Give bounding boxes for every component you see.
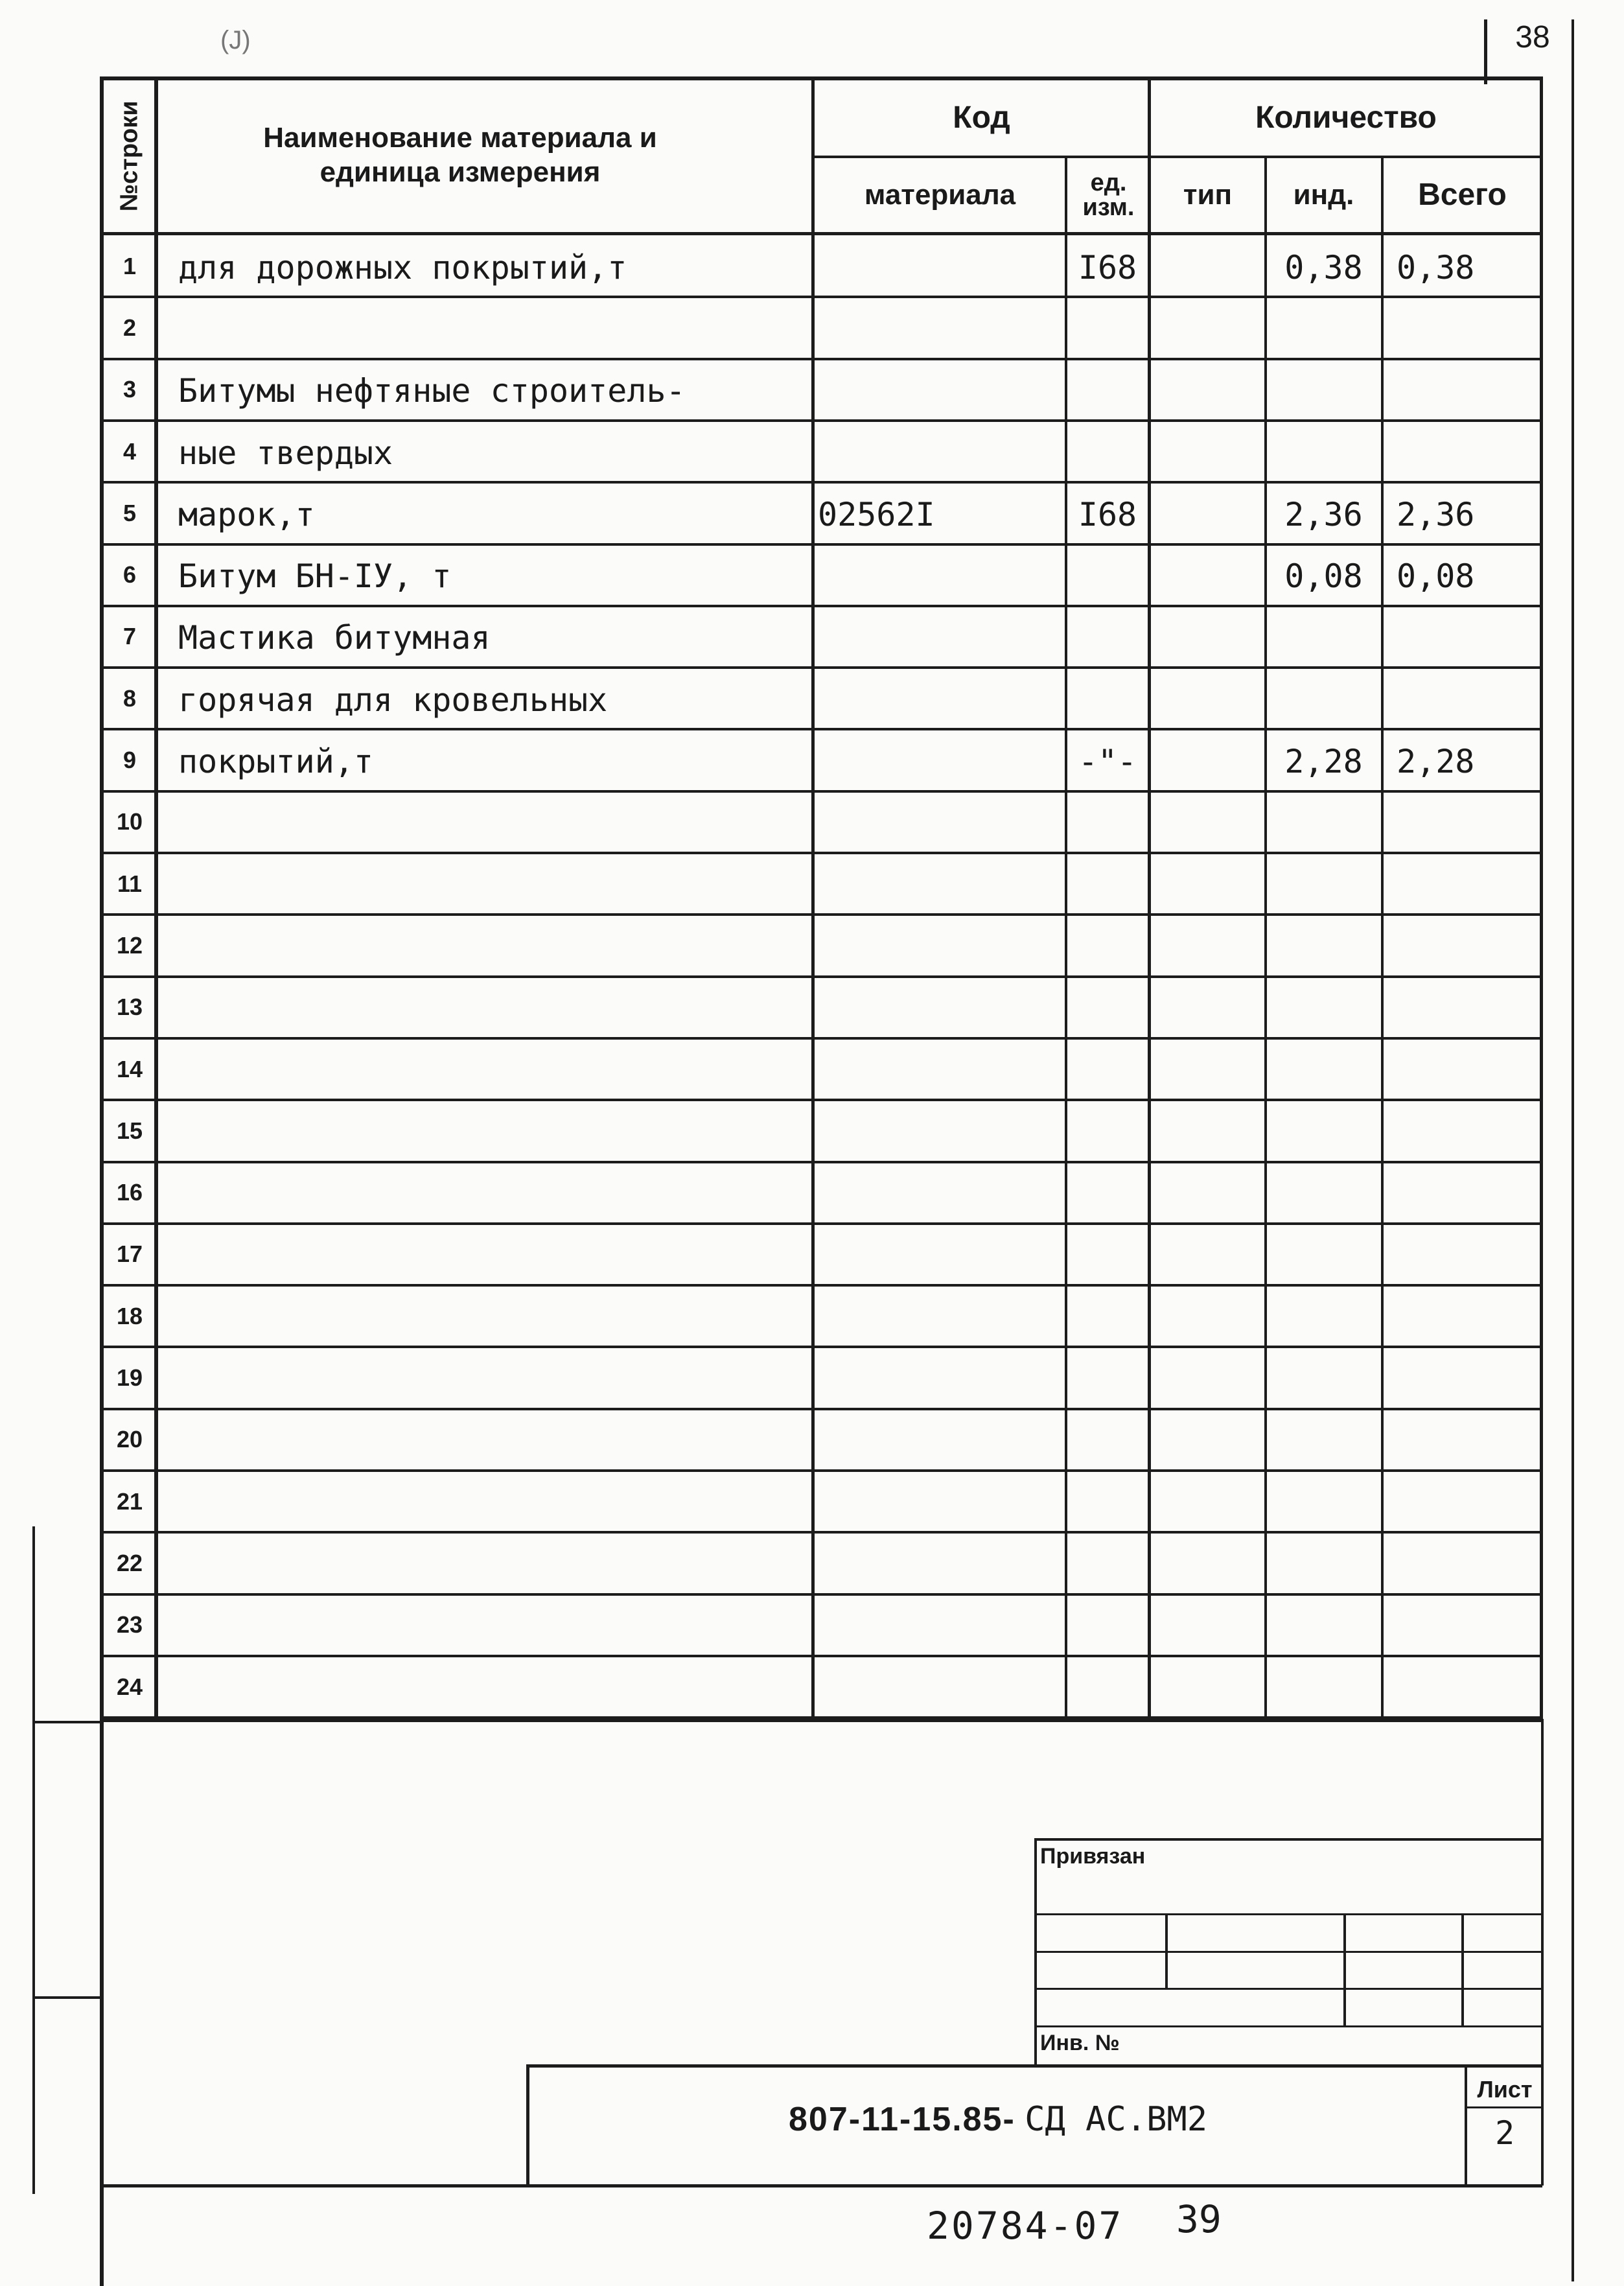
row-name [178, 1288, 807, 1347]
row-number: 6 [122, 561, 137, 589]
row-qty-ind [1267, 1597, 1380, 1656]
row-qty-type [1151, 1473, 1264, 1532]
row-qty-total [1397, 1041, 1554, 1100]
row-name [178, 1597, 807, 1656]
code-material-header: материала [864, 178, 1016, 211]
column-divider [154, 76, 158, 1721]
row-number: 3 [122, 376, 137, 403]
row-qty-total [1397, 423, 1554, 482]
row-name [178, 299, 807, 358]
row-material-code [818, 1597, 1064, 1656]
row-number: 5 [122, 499, 137, 526]
row-divider [100, 1408, 1542, 1410]
row-qty-total [1397, 299, 1554, 358]
row-material-code [818, 1349, 1064, 1408]
row-name [178, 917, 807, 976]
row-divider [100, 1099, 1542, 1101]
row-qty-type [1151, 732, 1264, 791]
row-unit-code [1068, 1412, 1147, 1471]
row-unit-code [1068, 1535, 1147, 1594]
row-material-code [818, 917, 1064, 976]
row-number: 8 [122, 684, 137, 712]
row-qty-total [1397, 1349, 1554, 1408]
row-number: 21 [116, 1487, 143, 1515]
row-number: 7 [122, 623, 137, 650]
qty-ind-header: инд. [1293, 178, 1354, 211]
row-divider [100, 1593, 1542, 1596]
row-qty-type [1151, 917, 1264, 976]
row-divider [100, 481, 1542, 484]
row-divider [100, 666, 1542, 669]
row-divider [100, 358, 1542, 360]
qty-total-header: Всего [1418, 178, 1507, 213]
row-name [178, 1349, 807, 1408]
row-unit-code [1068, 299, 1147, 358]
row-qty-ind [1267, 917, 1380, 976]
bottom-note-right: 39 [1176, 2197, 1222, 2241]
document-code: 807-11-15.85- СД АС.ВМ2 [788, 2100, 1208, 2139]
row-unit-code [1068, 1226, 1147, 1285]
row-qty-total [1397, 1165, 1554, 1224]
row-qty-total [1397, 1597, 1554, 1656]
row-qty-total [1397, 1102, 1554, 1161]
column-divider [811, 76, 815, 1721]
row-divider [100, 296, 1542, 298]
row-name [178, 1226, 807, 1285]
row-name: для дорожных покрытий,т [178, 248, 627, 286]
row-number: 14 [116, 1055, 143, 1082]
row-unit-code [1068, 917, 1147, 976]
quantity-group-header: Количество [1255, 100, 1437, 135]
row-number: 13 [116, 994, 143, 1021]
row-number: 1 [122, 252, 137, 279]
top-left-mark: (J) [220, 26, 251, 54]
row-qty-ind [1267, 423, 1380, 482]
row-number: 17 [116, 1241, 143, 1268]
row-number: 19 [116, 1364, 143, 1392]
row-qty-ind [1267, 979, 1380, 1038]
row-unit-code [1068, 1659, 1147, 1718]
row-divider [100, 1222, 1542, 1225]
row-qty-type [1151, 299, 1264, 358]
row-divider [100, 790, 1542, 793]
row-qty-type [1151, 238, 1264, 297]
row-qty-total: 2,36 [1397, 495, 1475, 533]
row-unit-code: -"- [1078, 743, 1137, 781]
row-unit-code [1068, 979, 1147, 1038]
row-divider [100, 1161, 1542, 1163]
row-qty-type [1151, 856, 1264, 915]
row-qty-ind: 0,08 [1284, 557, 1363, 596]
row-unit-code [1068, 547, 1147, 606]
row-qty-total: 2,28 [1397, 743, 1475, 781]
row-qty-ind [1267, 856, 1380, 915]
row-qty-total [1397, 609, 1554, 668]
row-divider [100, 913, 1542, 916]
row-name: покрытий,т [178, 743, 374, 781]
row-name [178, 1412, 807, 1471]
tied-label: Привязан [1040, 1844, 1146, 1869]
row-qty-ind: 2,28 [1284, 743, 1363, 781]
row-name: Битумы нефтяные строитель- [178, 372, 686, 410]
row-qty-ind: 2,36 [1284, 495, 1363, 533]
row-qty-type [1151, 1102, 1264, 1161]
row-qty-type [1151, 1288, 1264, 1347]
sheet-number: 38 [1515, 20, 1550, 54]
row-qty-type [1151, 794, 1264, 853]
row-qty-type [1151, 1349, 1264, 1408]
row-material-code: 02562I [818, 495, 935, 533]
row-material-code [818, 423, 1064, 482]
row-qty-ind [1267, 1041, 1380, 1100]
column-divider [1264, 158, 1267, 1721]
row-qty-total [1397, 979, 1554, 1038]
row-qty-total [1397, 1226, 1554, 1285]
row-qty-type [1151, 1041, 1264, 1100]
row-qty-type [1151, 1412, 1264, 1471]
row-name [178, 1535, 807, 1594]
row-material-code [818, 1659, 1064, 1718]
row-material-code [818, 979, 1064, 1038]
row-qty-type [1151, 1165, 1264, 1224]
row-qty-type [1151, 1535, 1264, 1594]
row-unit-code [1068, 1349, 1147, 1408]
row-qty-ind [1267, 1535, 1380, 1594]
row-divider [100, 605, 1542, 607]
row-number: 12 [116, 931, 143, 959]
row-material-code [818, 1288, 1064, 1347]
row-qty-type [1151, 609, 1264, 668]
row-qty-ind [1267, 1473, 1380, 1532]
row-material-code [818, 732, 1064, 791]
row-qty-total [1397, 670, 1554, 729]
row-qty-ind: 0,38 [1284, 248, 1363, 286]
row-qty-type [1151, 423, 1264, 482]
row-qty-ind [1267, 1659, 1380, 1718]
row-qty-total [1397, 362, 1554, 421]
row-number: 4 [122, 437, 137, 465]
row-unit-code [1068, 1041, 1147, 1100]
row-name: марок,т [178, 495, 315, 533]
row-number: 11 [117, 870, 143, 897]
row-name [178, 856, 807, 915]
row-material-code [818, 1226, 1064, 1285]
row-name: Мастика битумная [178, 619, 491, 657]
row-qty-type [1151, 362, 1264, 421]
row-name: горячая для кровельных [178, 681, 608, 719]
column-divider [1540, 76, 1543, 1721]
inv-label: Инв. № [1040, 2031, 1120, 2055]
row-qty-total [1397, 1288, 1554, 1347]
row-number: 22 [116, 1549, 143, 1576]
row-unit-code [1068, 423, 1147, 482]
column-divider [1148, 76, 1151, 1721]
row-qty-total: 0,38 [1397, 248, 1475, 286]
row-material-code [818, 362, 1064, 421]
row-unit-code [1068, 856, 1147, 915]
row-unit-code: I68 [1078, 495, 1137, 533]
row-qty-type [1151, 979, 1264, 1038]
row-qty-type [1151, 1659, 1264, 1718]
row-number: 18 [116, 1302, 143, 1329]
row-qty-total [1397, 1535, 1554, 1594]
row-qty-ind [1267, 1412, 1380, 1471]
row-divider [100, 1037, 1542, 1040]
row-name: ные твердых [178, 434, 393, 472]
row-name [178, 1041, 807, 1100]
row-name [178, 1659, 807, 1718]
row-unit-code [1068, 670, 1147, 729]
name-header: Наименование материала и единица измерения [263, 122, 657, 188]
row-number-header: №строки [115, 100, 143, 212]
row-material-code [818, 299, 1064, 358]
row-number: 2 [122, 314, 137, 341]
row-unit-code [1068, 609, 1147, 668]
row-material-code [818, 1473, 1064, 1532]
row-unit-code [1068, 362, 1147, 421]
sheet-value: 2 [1494, 2114, 1515, 2152]
row-divider [100, 852, 1542, 854]
row-divider [100, 728, 1542, 730]
row-qty-ind [1267, 299, 1380, 358]
row-qty-ind [1267, 362, 1380, 421]
row-unit-code [1068, 1473, 1147, 1532]
column-divider [1381, 158, 1384, 1721]
row-name: Битум БН-IУ, т [178, 557, 452, 596]
row-material-code [818, 1041, 1064, 1100]
row-qty-total [1397, 1412, 1554, 1471]
row-qty-total [1397, 856, 1554, 915]
row-divider [100, 419, 1542, 422]
qty-type-header: тип [1183, 178, 1233, 211]
row-material-code [818, 794, 1064, 853]
row-qty-ind [1267, 1288, 1380, 1347]
row-qty-ind [1267, 1226, 1380, 1285]
row-qty-total [1397, 1473, 1554, 1532]
row-divider [100, 1655, 1542, 1657]
row-qty-total [1397, 917, 1554, 976]
row-name [178, 1165, 807, 1224]
row-qty-total [1397, 1659, 1554, 1718]
row-number: 24 [116, 1673, 143, 1700]
row-unit-code [1068, 1102, 1147, 1161]
row-name [178, 979, 807, 1038]
row-name [178, 1102, 807, 1161]
row-name [178, 794, 807, 853]
row-unit-code [1068, 794, 1147, 853]
row-qty-total: 0,08 [1397, 557, 1475, 596]
row-material-code [818, 1165, 1064, 1224]
row-qty-ind [1267, 1102, 1380, 1161]
row-number: 10 [116, 808, 143, 835]
row-material-code [818, 1535, 1064, 1594]
row-unit-code [1068, 1288, 1147, 1347]
row-number: 15 [116, 1117, 143, 1144]
row-qty-type [1151, 485, 1264, 544]
row-qty-ind [1267, 794, 1380, 853]
row-qty-type [1151, 547, 1264, 606]
column-divider [1065, 158, 1067, 1721]
row-number: 9 [122, 747, 137, 774]
row-material-code [818, 670, 1064, 729]
row-material-code [818, 1412, 1064, 1471]
row-number: 20 [116, 1426, 143, 1453]
sheet-label: Лист [1477, 2076, 1533, 2103]
row-unit-code [1068, 1165, 1147, 1224]
row-divider [100, 1469, 1542, 1472]
row-material-code [818, 856, 1064, 915]
row-material-code [818, 609, 1064, 668]
row-divider [100, 1531, 1542, 1534]
row-divider [100, 1346, 1542, 1348]
row-unit-code: I68 [1078, 248, 1137, 286]
row-number: 23 [116, 1611, 143, 1639]
bottom-note-left: 20784-07 [927, 2204, 1124, 2248]
row-qty-ind [1267, 1165, 1380, 1224]
row-qty-ind [1267, 609, 1380, 668]
row-divider [100, 975, 1542, 978]
code-unit-header: ед. изм. [1082, 169, 1135, 221]
row-material-code [818, 1102, 1064, 1161]
row-material-code [818, 547, 1064, 606]
row-qty-type [1151, 670, 1264, 729]
row-name [178, 1473, 807, 1532]
row-number: 16 [116, 1179, 143, 1206]
row-divider [100, 1284, 1542, 1287]
code-group-header: Код [953, 100, 1010, 135]
row-unit-code [1068, 1597, 1147, 1656]
row-divider [100, 543, 1542, 546]
row-material-code [818, 238, 1064, 297]
row-qty-type [1151, 1226, 1264, 1285]
row-qty-type [1151, 1597, 1264, 1656]
row-qty-ind [1267, 670, 1380, 729]
row-qty-ind [1267, 1349, 1380, 1408]
row-qty-total [1397, 794, 1554, 853]
